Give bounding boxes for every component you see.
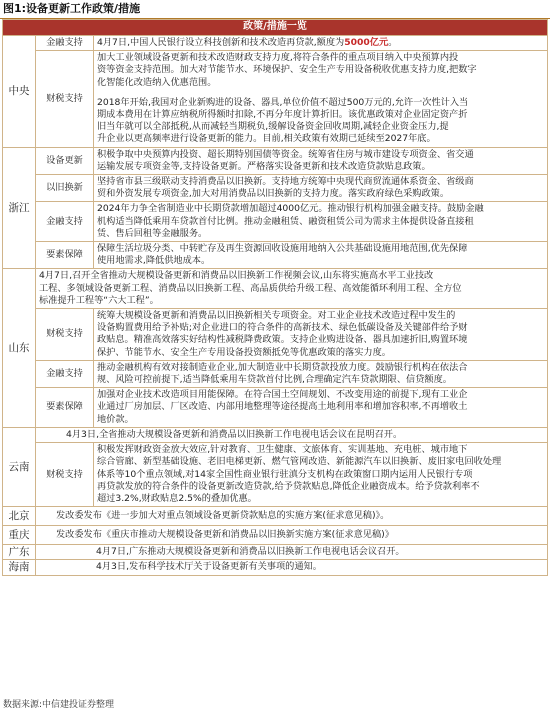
category-cell: 金融支持 — [36, 360, 94, 387]
policy-table — [2, 19, 548, 576]
category-cell: 金融支持 — [36, 202, 94, 242]
table-row — [3, 360, 548, 387]
policy-text: 发改委发布《重庆市推动大规模设备更新和消费品以旧换新实施方案(征求意见稿)》 — [36, 526, 548, 545]
region-chongqing: 重庆 — [3, 526, 36, 545]
region-zhongyang: 中央 — [3, 36, 36, 148]
source-note: 数据来源:中信建投证券整理 — [3, 700, 115, 710]
category-cell: 财税支持 — [36, 51, 94, 147]
policy-text: 4月3日,全省推动大规模设备更新和消费品以旧换新工作电视电话会议在昆明召开。 — [36, 427, 548, 442]
table-row — [3, 388, 548, 428]
table-row — [3, 526, 548, 545]
category-cell: 设备更新 — [36, 147, 94, 174]
policy-text: 4月7日,召开全省推动大规模设备更新和消费品以旧换新工作视频会议,山东将实施高水平工业技改 工程、多领域设备更新工程、消费品以旧换新工程、高品质供给升级工程、高效能循环利用工程、全方位 标准提升工程等“六大工程”。 — [36, 269, 548, 309]
policy-text: 积极争取中央预算内投资、超长期特别国债等资金。统筹省住房与城市建设专项资金、省交通 运输发展专项资金等,支持设备更新。严格落实设备更新和技术改造贷款贴息政策。 — [94, 147, 548, 174]
policy-text: 发改委发布《进一步加大对重点领域设备更新贷款贴息的实施方案(征求意见稿)》。 — [36, 507, 548, 526]
policy-text: 2024年力争全省制造业中长期贷款增加超过4000亿元。推动银行机构加强金融支持。鼓励金融 机构适当降低乘用车贷款首付比例。推动金融租赁、融资租赁公司为需求主体提供设备直接租 赁、售后回租等金融服务。 — [94, 202, 548, 242]
category-cell: 要素保障 — [36, 388, 94, 428]
table-row — [3, 309, 548, 361]
table-row — [3, 443, 548, 507]
table-header-row — [3, 20, 548, 36]
category-cell: 财税支持 — [36, 443, 94, 507]
region-shandong: 山东 — [3, 269, 36, 427]
category-cell: 金融支持 — [36, 36, 94, 51]
category-cell: 财税支持 — [36, 309, 94, 361]
policy-text: 加强对企业技术改造项目用能保障。在符合国土空间规划、不改变用途的前提下,现有工业企 业通过厂房加层、厂区改造、内部用地整理等途径提高土地利用率和增加容积率,不再增收土 地价款。 — [94, 388, 548, 428]
amount-highlight: 5000亿元 — [344, 37, 389, 48]
region-beijing: 北京 — [3, 507, 36, 526]
table-row — [3, 51, 548, 147]
table-row — [3, 36, 548, 51]
policy-text: 4月7日,广东推动大规模设备更新和消费品以旧换新工作电视电话会议召开。 — [36, 545, 548, 560]
table-row — [3, 269, 548, 309]
table-header: 政策/措施一览 — [3, 20, 548, 36]
region-yunnan: 云南 — [3, 427, 36, 506]
table-row — [3, 242, 548, 269]
table-row — [3, 427, 548, 442]
table-row — [3, 560, 548, 575]
category-cell: 以旧换新 — [36, 175, 94, 202]
table-row — [3, 202, 548, 242]
figure-title: 图1:设备更新工作政策/措施 — [0, 0, 550, 19]
policy-text: 推动金融机构有效对接制造业企业,加大制造业中长期贷款投放力度。鼓励银行机构在依法合 规、风险可控前提下,适当降低乘用车贷款首付比例,合理确定汽车贷款期限、信贷额度。 — [94, 360, 548, 387]
region-zhejiang: 浙江 — [3, 147, 36, 269]
policy-text: 加大工业领域设备更新和技术改造财政支持力度,将符合条件的重点项目纳入中央预算内投 资等资金支持范围。加大对节能节水、环境保护、安全生产专用设备税收优惠支持力度,把数字 化智能化改造纳入优惠范围。 2018年开始,我国对企业新购进的设备、器具,单位价值不超过500万元的,允许一次性计入当 期成本费用在计算应纳税所得额时扣除,不再分年度计算折旧。该优惠政策对企业固定资产折 旧当年就可以全部抵税,从而减轻当期税负,缓解设备资金回收周期,减轻企业资金压力,提 升企业以更高频率进行设备更新的能力。目前,相关政策有效期已延续至2027年底。 — [94, 51, 548, 147]
policy-text: 4月7日,中国人民银行设立科技创新和技术改造再贷款,额度为5000亿元。 — [94, 36, 548, 51]
policy-text: 坚持省市县三级联动支持消费品以旧换新。支持地方统筹中央现代商贸流通体系资金、省级商 贸和外资发展专项资金,加大对用消费品以旧换新的支持力度。落实政府绿色采购政策。 — [94, 175, 548, 202]
policy-text: 4月3日,发布科学技术厅关于设备更新有关事项的通知。 — [36, 560, 548, 575]
region-hainan: 海南 — [3, 560, 36, 575]
policy-text: 保障生活垃圾分类、中转贮存及再生资源回收设施用地纳入公共基础设施用地范围,优先保障 使用地需求,降低供地成本。 — [94, 242, 548, 269]
category-cell: 要素保障 — [36, 242, 94, 269]
region-guangdong: 广东 — [3, 545, 36, 560]
policy-text: 积极发挥财政资金放大效应,针对教育、卫生健康、文旅体育、实训基地、充电桩、城市地下 综合管廊、新型基础设施、老旧电梯更新、燃气管网改造、新能源汽车以旧换新、废旧家电回收处理 体系等10个重点领域,对14家全国性商业银行驻滇分支机构在政策窗口期内运用人民银行专项 再贷款发放的符合条件的设备更新改造贷款,给予贷款贴息,降低企业融资成本。给予贷款利率不 超过3.2%,财政贴息2.5%的叠加优惠。 — [94, 443, 548, 507]
table-row — [3, 175, 548, 202]
policy-text: 统筹大规模设备更新和消费品以旧换新相关专项资金。对工业企业技术改造过程中发生的 设备购置费用给予补贴;对企业进口的符合条件的高新技术、绿色低碳设备及关键部件给予财 政贴息。精准高效落实好结构性减税降费政策。支持企业购进设备、器具加速折旧,购置环境 保护、节能节水、安全生产专用设备投资额抵免等优惠政策的落实力度。 — [94, 309, 548, 361]
table-row — [3, 545, 548, 560]
table-row — [3, 507, 548, 526]
table-row — [3, 147, 548, 174]
